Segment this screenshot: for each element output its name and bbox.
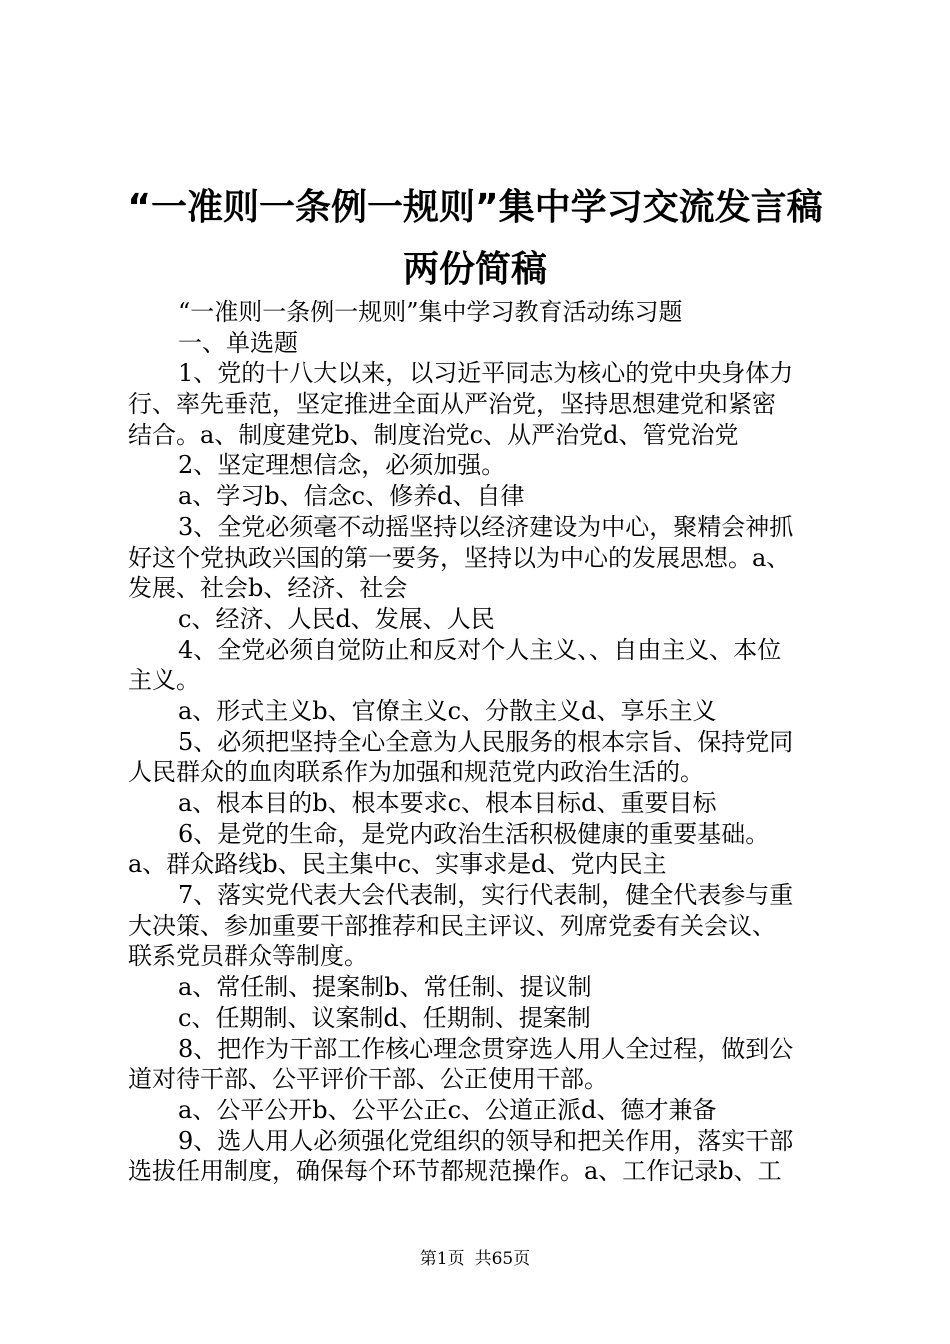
- text-line: 主义。: [128, 666, 200, 695]
- text-line: 7、落实党代表大会代表制，实行代表制，健全代表参与重: [178, 881, 794, 910]
- text-line: 道对待干部、公平评价干部、公正使用干部。: [128, 1065, 608, 1094]
- text-line: c、任期制、议案制d、任期制、提案制: [178, 1003, 591, 1032]
- text-line: a、公平公开b、公平公正c、公道正派d、德才兼备: [178, 1095, 717, 1124]
- text-line: 好这个党执政兴国的第一要务，坚持以为中心的发展思想。a、: [128, 543, 791, 572]
- text-line: 联系党员群众等制度。: [128, 942, 368, 971]
- text-line: 一、单选题: [178, 328, 298, 357]
- text-line: 5、必须把坚持全心全意为人民服务的根本宗旨、保持党同: [178, 727, 794, 756]
- page-number: 第1页: [419, 1249, 465, 1269]
- text-line: 3、全党必须毫不动摇坚持以经济建设为中心，聚精会神抓: [178, 512, 794, 541]
- text-line: a、学习b、信念c、修养d、自律: [178, 482, 525, 511]
- page-footer: [0, 1244, 950, 1269]
- text-line: 结合。a、制度建党b、制度治党c、从严治党d、管党治党: [128, 420, 739, 449]
- text-line: 8、把作为干部工作核心理念贯穿选人用人全过程，做到公: [178, 1034, 794, 1063]
- text-line: a、根本目的b、根本要求c、根本目标d、重要目标: [178, 789, 717, 817]
- text-line: a、群众路线b、民主集中c、实事求是d、党内民主: [128, 850, 667, 879]
- document-body: [128, 297, 840, 1187]
- document-title-line-1: “一准则一条例一规则”集中学习交流发言稿: [127, 187, 823, 228]
- text-line: 大决策、参加重要干部推荐和民主评议、列席党委有关会议、: [128, 911, 776, 940]
- text-line: 6、是党的生命，是党内政治生活积极健康的重要基础。: [178, 819, 770, 848]
- text-line: 选拔任用制度，确保每个环节都规范操作。a、工作记录b、工: [128, 1157, 782, 1186]
- text-line: 1、党的十八大以来，以习近平同志为核心的党中央身体力: [178, 359, 794, 388]
- text-line: a、形式主义b、官僚主义c、分散主义d、享乐主义: [178, 696, 717, 725]
- text-line: a、常任制、提案制b、常任制、提议制: [178, 973, 592, 1002]
- text-line: c、经济、人民d、发展、人民: [178, 604, 495, 633]
- text-line: 9、选人用人必须强化党组织的领导和把关作用，落实干部: [178, 1126, 794, 1155]
- text-line: 人民群众的血肉联系作为加强和规范党内政治生活的。: [128, 758, 704, 787]
- text-line: 4、全党必须自觉防止和反对个人主义、、自由主义、本位: [178, 635, 782, 664]
- document-title-line-2: 两份简稿: [402, 249, 547, 290]
- text-line: 2、坚定理想信念，必须加强。: [178, 451, 506, 480]
- page-total: 共65页: [474, 1249, 531, 1269]
- text-line: “一准则一条例一规则”集中学习教育活动练习题: [178, 298, 683, 326]
- text-line: 行、率先垂范，坚定推进全面从严治党，坚持思想建党和紧密: [128, 390, 776, 419]
- text-line: 发展、社会b、经济、社会: [128, 574, 408, 603]
